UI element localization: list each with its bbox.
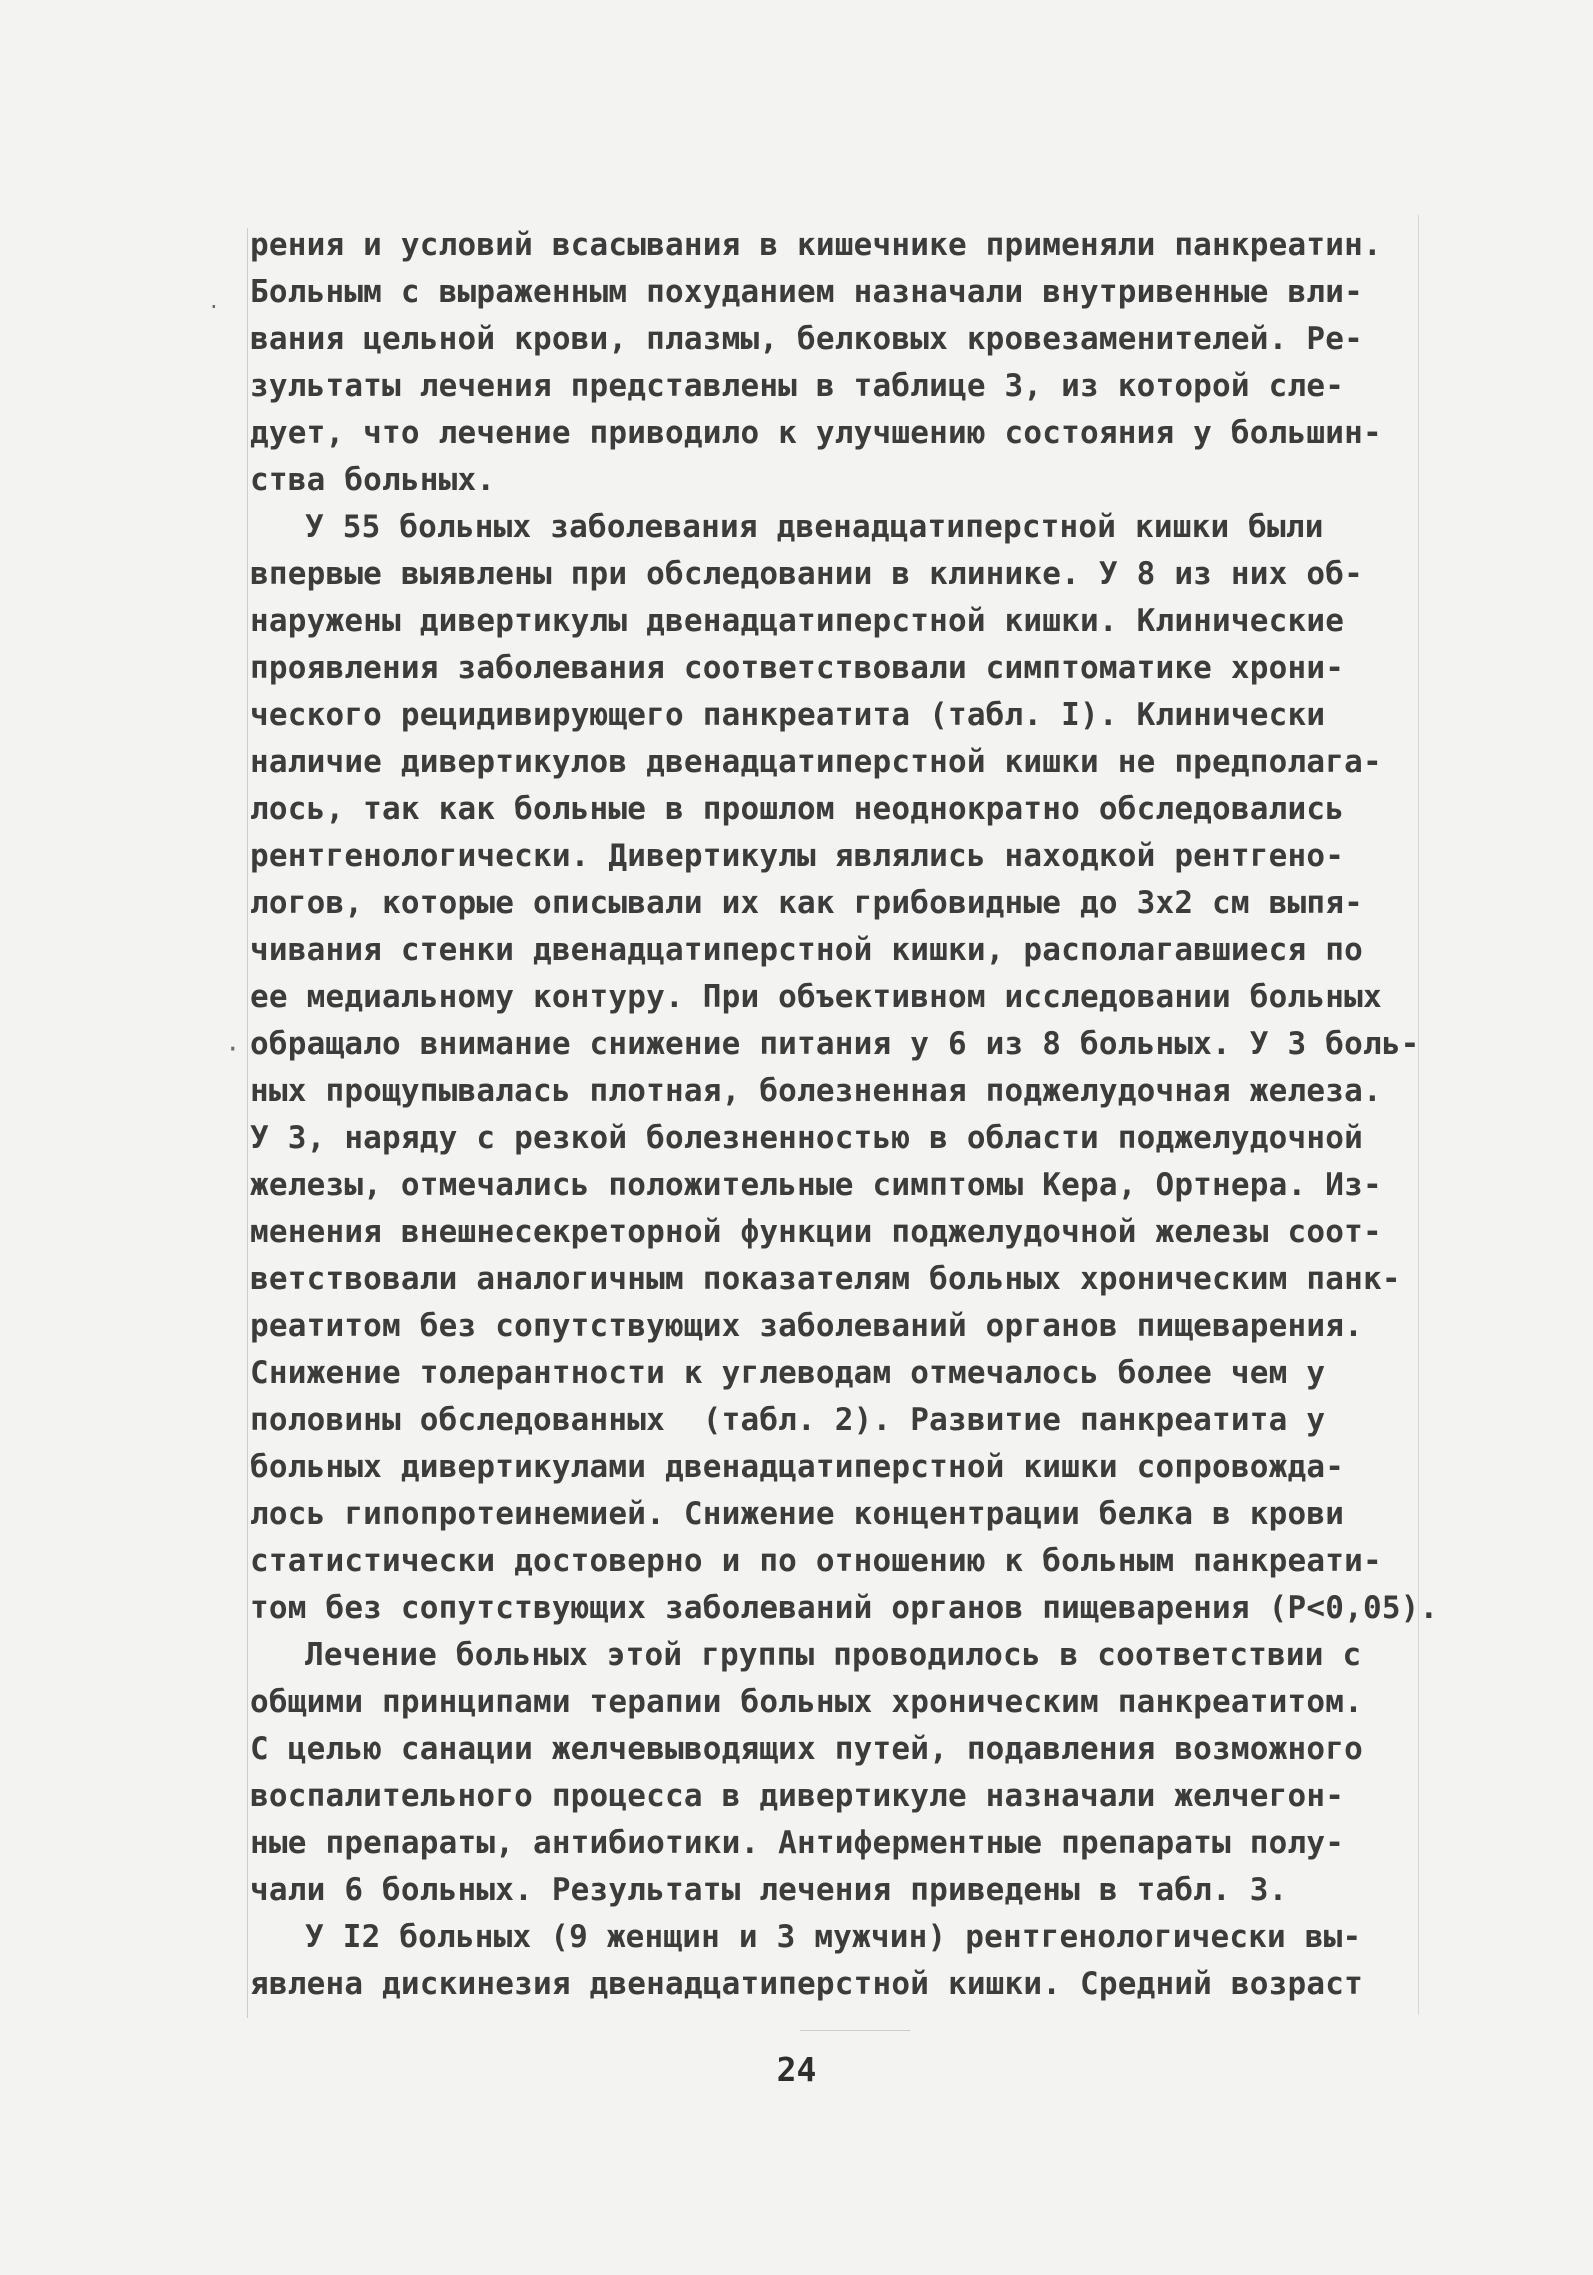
text-line: явлена дискинезия двенадцатиперстной кишки. Средний возраст (250, 1966, 1363, 2002)
text-line: ветствовали аналогичным показателям больных хроническим панк- (250, 1261, 1401, 1297)
paragraph-first-line: У I2 больных (9 женщин и 3 мужчин) рентгенологически вы- (305, 1919, 1362, 1955)
text-line: зультаты лечения представлены в таблице 3, из которой сле- (250, 368, 1345, 404)
text-line: ее медиальному контуру. При объективном исследовании больных (250, 979, 1382, 1015)
text-line: У 3, наряду с резкой болезненностью в области поджелудочной (250, 1120, 1363, 1156)
text-line: воспалительного процесса в дивертикуле назначали желчегон- (250, 1778, 1345, 1814)
left-margin-line (247, 228, 248, 2018)
text-line: чали 6 больных. Результаты лечения приведены в табл. 3. (250, 1872, 1288, 1908)
text-line: лось, так как больные в прошлом неоднократно обследовались (250, 791, 1345, 827)
text-line: С целью санации желчевыводящих путей, подавления возможного (250, 1731, 1363, 1767)
body-text (250, 222, 1450, 2008)
text-line: наличие дивертикулов двенадцатиперстной кишки не предполага- (250, 744, 1382, 780)
text-line: обращало внимание снижение питания у 6 из 8 больных. У 3 боль- (250, 1026, 1420, 1062)
paragraph-first-line: У 55 больных заболевания двенадцатиперстной кишки были (305, 509, 1324, 545)
text-line: том без сопутствующих заболеваний органов пищеварения (Р<0,05). (250, 1590, 1439, 1626)
text-line: ные препараты, антибиотики. Антиферментные препараты полу- (250, 1825, 1345, 1861)
scan-speck: · (210, 293, 218, 321)
text-line: ческого рецидивирующего панкреатита (табл. I). Клинически (250, 697, 1326, 733)
text-line: менения внешнесекреторной функции поджелудочной железы соот- (250, 1214, 1382, 1250)
text-line: Больным с выраженным похуданием назначали внутривенные вли- (250, 274, 1363, 310)
footer-rule (800, 2030, 910, 2031)
text-line: железы, отмечались положительные симптомы Кера, Ортнера. Из- (250, 1167, 1382, 1203)
page-number: 24 (776, 2050, 817, 2089)
text-line: статистически достоверно и по отношению к больным панкреати- (250, 1543, 1382, 1579)
text-line: впервые выявлены при обследовании в клинике. У 8 из них об- (250, 556, 1363, 592)
text-line: общими принципами терапии больных хроническим панкреатитом. (250, 1684, 1363, 1720)
text-line: дует, что лечение приводило к улучшению состояния у большин- (250, 415, 1382, 451)
text-line: вания цельной крови, плазмы, белковых кровезаменителей. Ре- (250, 321, 1363, 357)
text-line: проявления заболевания соответствовали симптоматике хрони- (250, 650, 1345, 686)
text-line: лось гипопротеинемией. Снижение концентрации белка в крови (250, 1496, 1345, 1532)
text-line: ных прощупывалась плотная, болезненная поджелудочная железа. (250, 1073, 1382, 1109)
text-line: чивания стенки двенадцатиперстной кишки, располагавшиеся по (250, 932, 1363, 968)
paragraph-first-line: Лечение больных этой группы проводилось в соответствии с (305, 1637, 1362, 1673)
text-line: логов, которые описывали их как грибовидные до 3х2 см выпя- (250, 885, 1363, 921)
text-line: Снижение толерантности к углеводам отмечалось более чем у (250, 1355, 1326, 1391)
text-line: рентгенологически. Дивертикулы являлись находкой рентгено- (250, 838, 1345, 874)
text-line: ства больных. (250, 462, 496, 498)
text-line: больных дивертикулами двенадцатиперстной кишки сопровожда- (250, 1449, 1345, 1485)
scan-speck: · (228, 1032, 238, 1067)
text-line: рения и условий всасывания в кишечнике применяли панкреатин. (250, 227, 1382, 263)
text-line: наружены дивертикулы двенадцатиперстной кишки. Клинические (250, 603, 1345, 639)
text-line: половины обследованных (табл. 2). Развитие панкреатита у (250, 1402, 1326, 1438)
text-line: реатитом без сопутствующих заболеваний органов пищеварения. (250, 1308, 1363, 1344)
